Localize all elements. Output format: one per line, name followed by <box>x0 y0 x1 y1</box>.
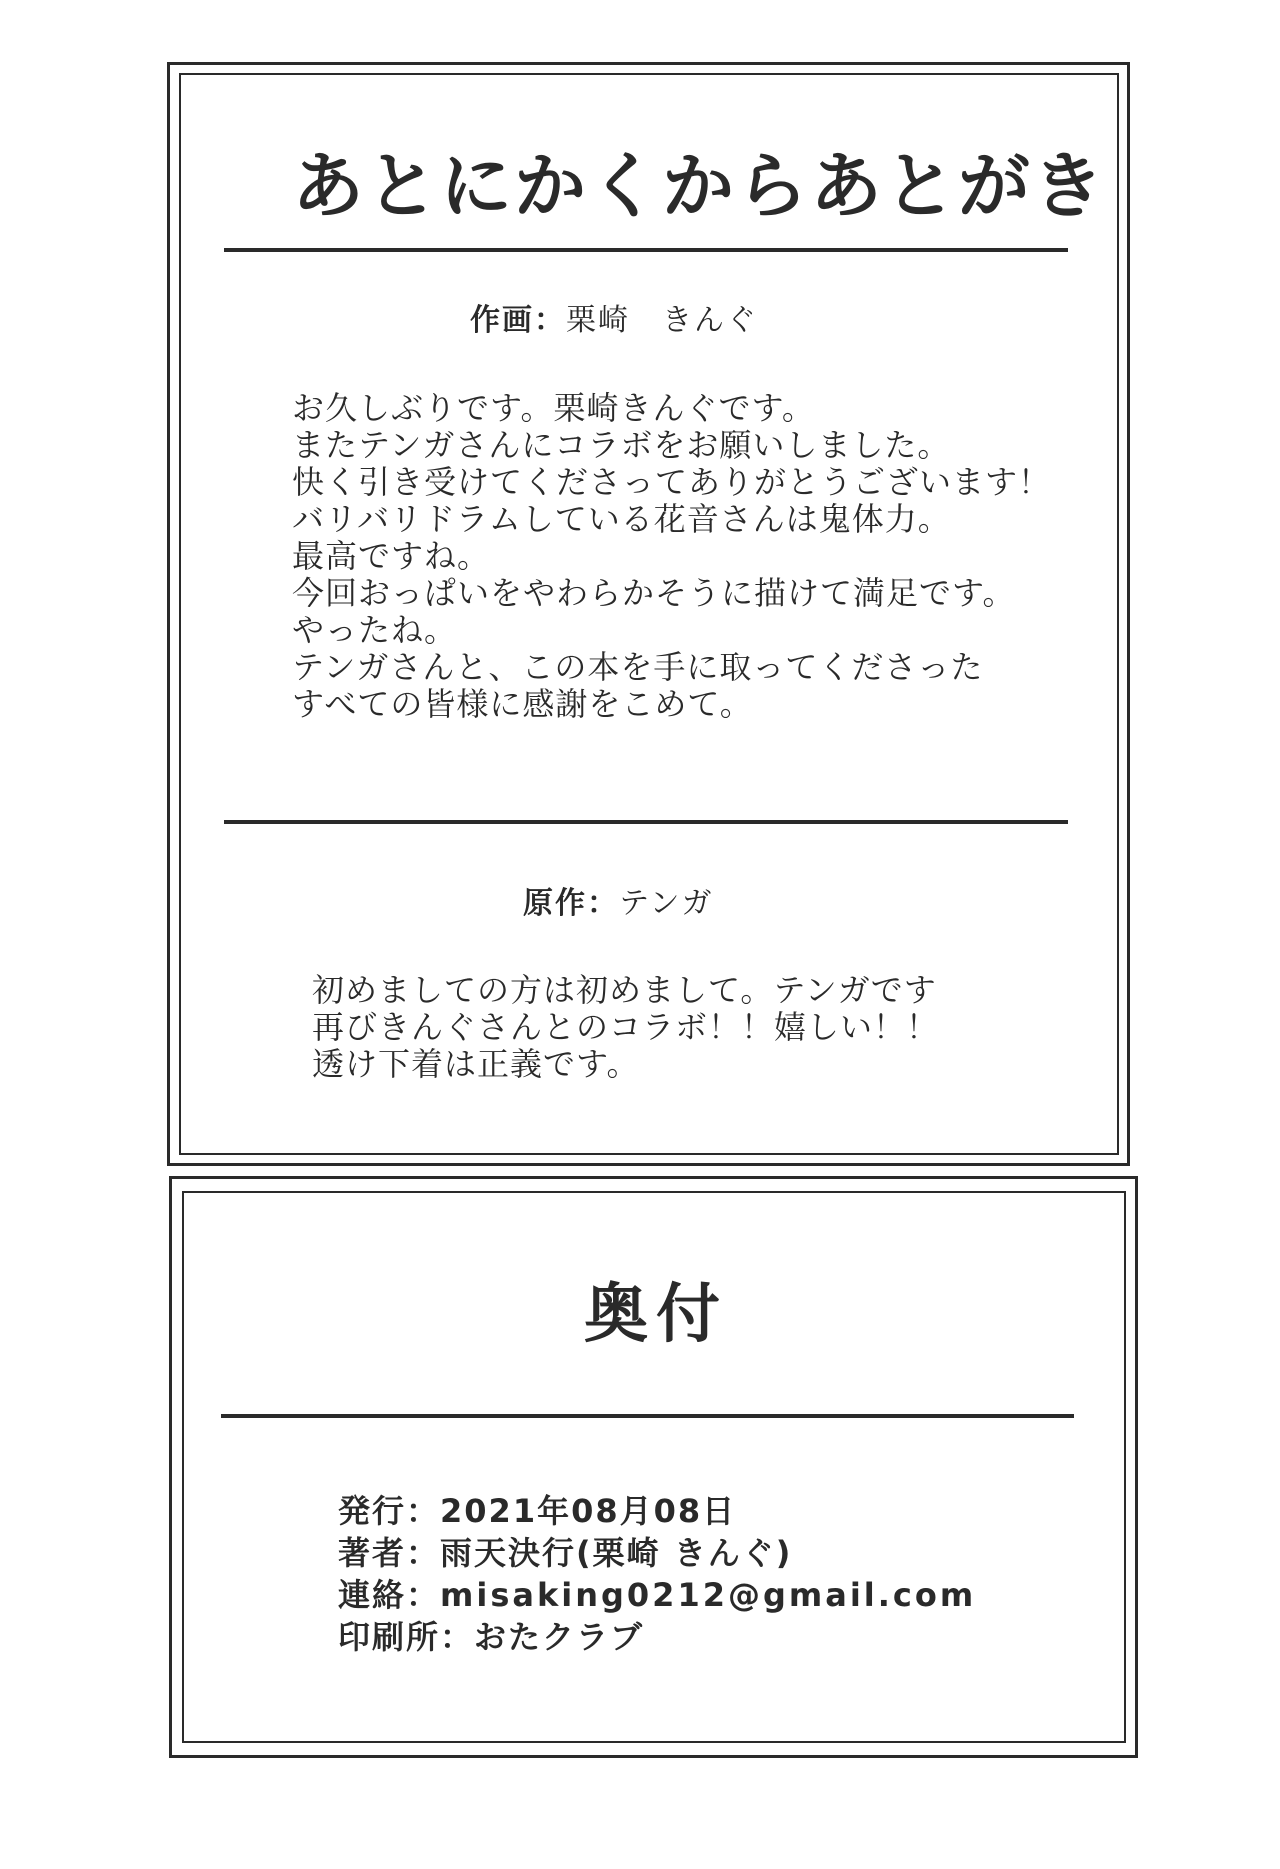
artist-message-line: 快く引き受けてくださってありがとうございます！ <box>292 463 1052 501</box>
artist-message-line: テンガさんと、この本を手に取ってくださった <box>292 648 984 686</box>
original-message-line: 初めましての方は初めまして。テンガです <box>312 971 937 1009</box>
afterword-title: あとにかくからあとがき <box>292 144 1107 228</box>
original-credit <box>523 878 714 922</box>
afterword-title-divider <box>224 248 1068 252</box>
artist-credit-role: 作画： <box>470 303 566 338</box>
colophon-details <box>338 1490 976 1658</box>
artist-message-line: またテンガさんにコラボをお願いしました。 <box>292 426 951 464</box>
artist-message-line: 今回おっぱいをやわらかそうに描けて満足です。 <box>292 574 1016 612</box>
contact-email: misaking0212@gmail.com <box>440 1576 977 1614</box>
printer-label: 印刷所： <box>338 1618 475 1656</box>
original-message-line: 透け下着は正義です。 <box>312 1045 640 1083</box>
artist-message-line: すべての皆様に感謝をこめて。 <box>292 685 753 723</box>
colophon-row-issue <box>338 1490 976 1532</box>
artist-credit <box>470 295 758 339</box>
artist-message-line: お久しぶりです。栗崎きんぐです。 <box>292 389 815 427</box>
colophon-row-author <box>338 1532 976 1574</box>
artist-message-line: やったね。 <box>292 611 458 649</box>
issue-date-label: 発行： <box>338 1492 441 1530</box>
author-label: 著者： <box>338 1534 441 1572</box>
colophon-title: 奥付 <box>584 1278 728 1352</box>
contact-label: 連絡： <box>338 1576 441 1614</box>
colophon-title-divider <box>221 1414 1074 1418</box>
afterword-section-divider <box>224 820 1068 824</box>
artist-message <box>292 390 1051 723</box>
original-message-line: 再びきんぐさんとのコラボ！！嬉しい！！ <box>312 1008 940 1046</box>
colophon-row-contact <box>338 1574 976 1616</box>
artist-credit-name: 栗崎 きんぐ <box>566 303 758 338</box>
original-message <box>312 972 939 1083</box>
artist-message-line: 最高ですね。 <box>292 537 491 575</box>
original-credit-name: テンガ <box>619 886 714 921</box>
printer-value: おたクラブ <box>474 1618 645 1656</box>
issue-date-value: 2021年08月08日 <box>440 1492 737 1530</box>
colophon-row-printer <box>338 1616 976 1658</box>
original-credit-role: 原作： <box>523 886 619 921</box>
artist-message-line: バリバリドラムしている花音さんは鬼体力。 <box>292 500 951 538</box>
author-value: 雨天決行(栗崎 きんぐ) <box>440 1534 793 1572</box>
